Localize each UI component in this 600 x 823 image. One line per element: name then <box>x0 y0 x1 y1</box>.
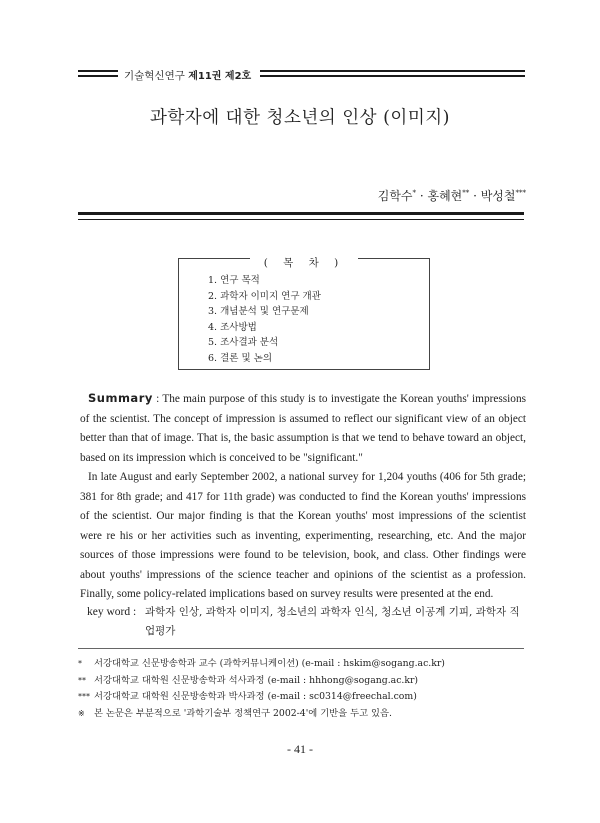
author-mark: *** <box>515 189 526 197</box>
author-mark: ** <box>462 189 470 197</box>
journal-name: 기술혁신연구 <box>124 70 185 82</box>
header-bar-right-bottom <box>260 75 525 77</box>
abstract-text-1: The main purpose of this study is to investigate the Korean youths' impressions of the scientist. The concept of impression is assumed to reflect our significant view of an object better than that of image. That is, the basic assumption is that we tend to behave toward an object, based on its impression which is conceived to be "significant." <box>80 393 526 464</box>
abstract-label-separator: : <box>152 393 163 405</box>
abstract-paragraph-2: In late August and early September 2002, a national survey for 1,204 youths (406 for 5th grade; 381 for 8th grade; and 417 for 11th grade) was conducted to find the Korean youths' impressions of the scientist. Our major finding is that the Korean youths' most impressions of the scientist were re his or her activities such as inventing, experimenting, researching, etc. And the major sources of those impressions were found to be television, book, and class. Other findings were about youths' impressions of the science teacher and opinions of the scientist as a profession. Finally, some policy-related implications based on survey results were presented at the end. <box>80 471 526 600</box>
keywords-label: key word : <box>87 606 137 618</box>
toc-item: 1. 연구 목적 <box>208 275 260 286</box>
author-separator: · <box>469 189 481 203</box>
journal-header <box>124 67 294 83</box>
footnote-text: 서강대학교 대학원 신문방송학과 박사과정 (e-mail : sc0314@freechal.com) <box>94 691 417 702</box>
keywords-text: 과학자 인상, 과학자 이미지, 청소년의 과학자 인식, 청소년 이공계 기피, 과학자 직업평가 <box>145 606 520 637</box>
header-bar-left-top <box>78 70 118 72</box>
page-number: - 41 - <box>287 742 313 756</box>
toc-item: 4. 조사방법 <box>208 321 257 333</box>
toc-item: 6. 결론 및 논의 <box>208 352 273 364</box>
author-list <box>378 187 526 204</box>
table-of-contents <box>178 258 430 370</box>
title-rule-thin <box>78 219 524 220</box>
toc-item: 2. 과학자 이미지 연구 개관 <box>208 290 321 302</box>
footnote <box>78 673 528 690</box>
toc-list <box>208 273 321 366</box>
footnote-mark: * <box>78 659 82 668</box>
title-rule-thick <box>78 212 524 215</box>
toc-item: 3. 개념분석 및 연구문제 <box>208 306 309 317</box>
footnote-divider <box>78 648 524 649</box>
footnote <box>78 706 528 723</box>
paper-title: 과학자에 대한 청소년의 인상 (이미지) <box>150 108 450 128</box>
footnote-text: 서강대학교 신문방송학과 교수 (과학커뮤니케이션) (e-mail : hskim@sogang.ac.kr) <box>94 658 445 669</box>
author-separator: · <box>416 189 428 203</box>
author-name: 홍혜현 <box>427 189 463 203</box>
author-name: 박성철 <box>480 189 516 203</box>
footnote-text: 본 논문은 부분적으로 '과학기술부 정책연구 2002-4'에 기반을 두고 있음. <box>94 707 392 719</box>
footnote-mark: ** <box>78 675 86 685</box>
abstract-label: Summary <box>88 391 153 405</box>
header-bar-right-top <box>260 70 525 72</box>
author-mark: * <box>412 189 417 197</box>
footnote-mark: *** <box>78 692 90 701</box>
footnote-text: 서강대학교 대학원 신문방송학과 석사과정 (e-mail : hhhong@sogang.ac.kr) <box>94 674 419 686</box>
toc-heading: ( 목 차 ) <box>250 257 359 269</box>
toc-item: 5. 조사결과 분석 <box>208 337 279 348</box>
journal-volume-issue: 제11권 제2호 <box>188 71 252 82</box>
header-bar-left-bottom <box>78 75 118 77</box>
footnote <box>78 689 528 706</box>
author-name: 김학수 <box>377 189 413 203</box>
footnote-mark: ※ <box>78 708 85 718</box>
abstract <box>80 389 526 605</box>
abstract-paragraph-1 <box>80 389 526 468</box>
footnote <box>78 656 528 673</box>
footnotes <box>78 656 528 722</box>
